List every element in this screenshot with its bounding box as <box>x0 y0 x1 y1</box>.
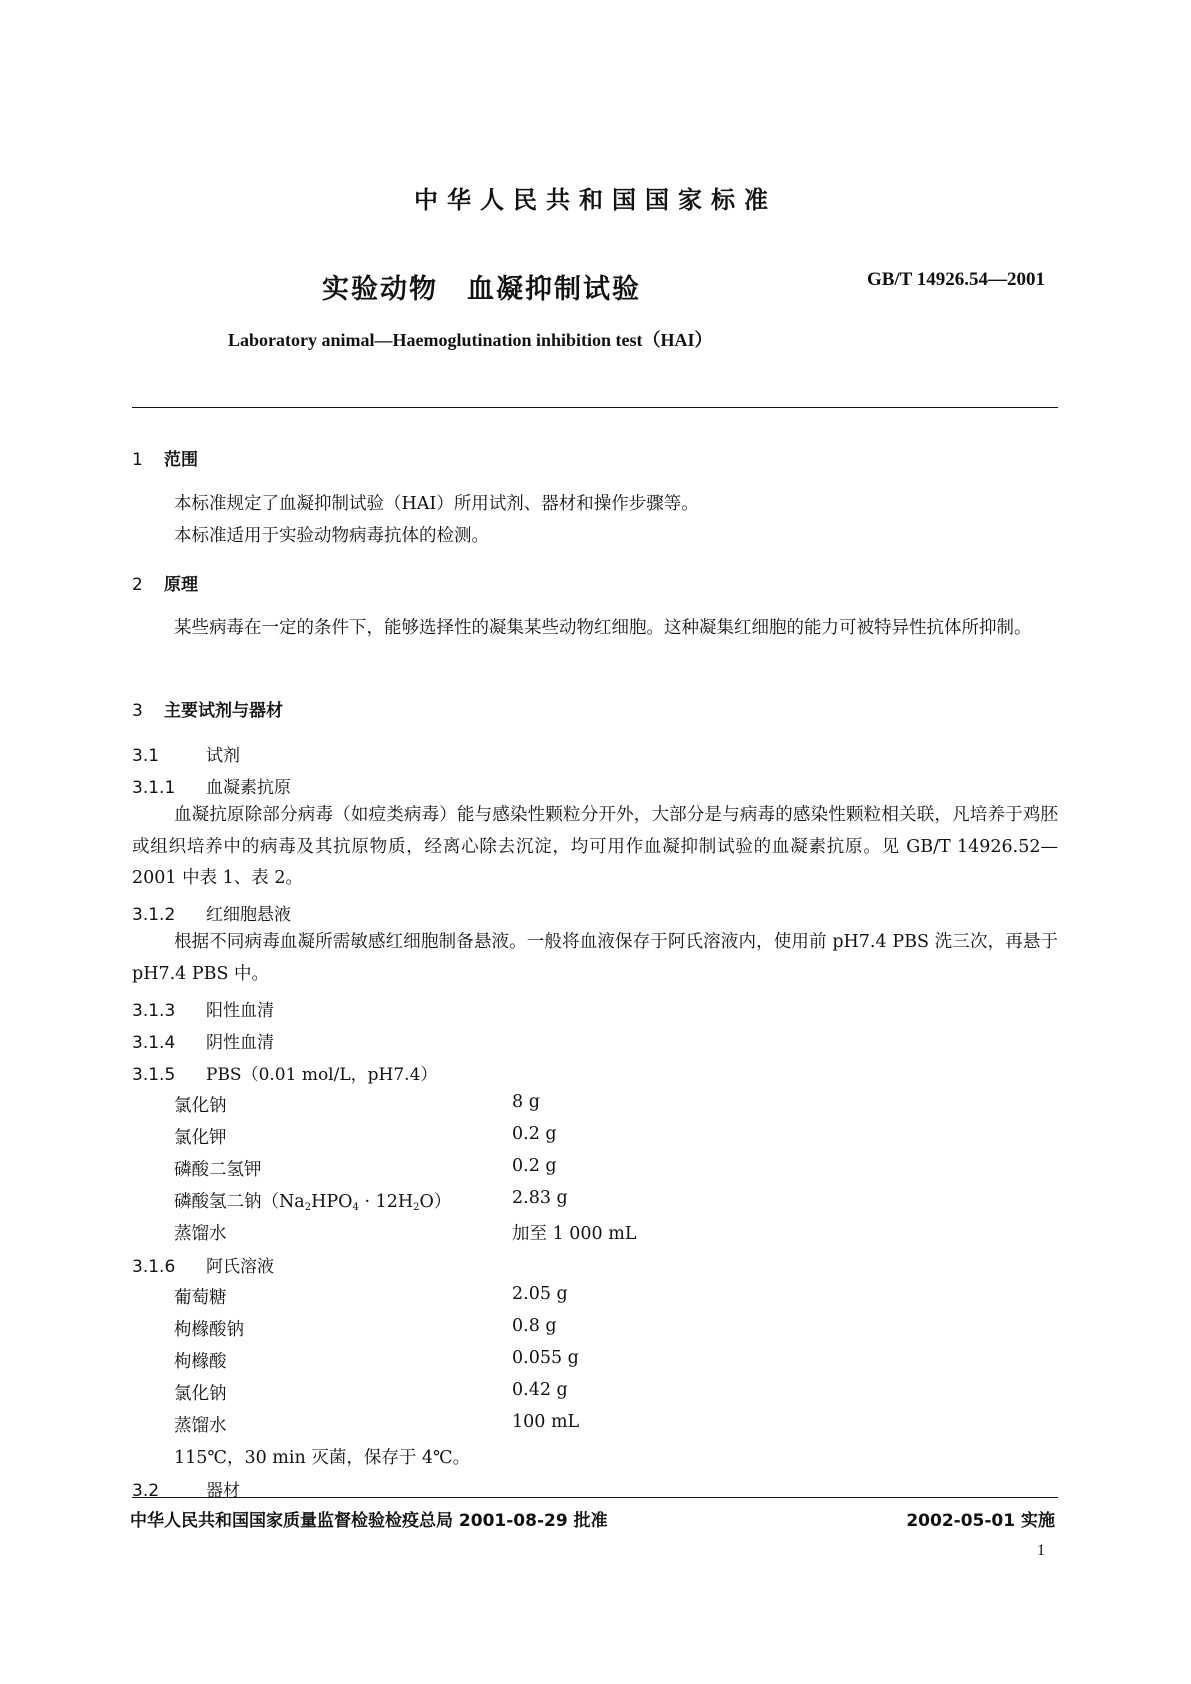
section-number: 3.2 <box>132 1481 160 1501</box>
recipe-item-name: 葡萄糖 <box>174 1288 227 1308</box>
recipe-item-amount: 8 g <box>512 1092 540 1112</box>
recipe-item-amount: 0.42 g <box>512 1380 568 1400</box>
section-3-1-5-heading <box>132 1060 437 1085</box>
formula-subscript: 2 <box>304 1202 312 1213</box>
recipe-item-amount: 2.05 g <box>512 1284 568 1304</box>
section-title: 试剂 <box>206 746 240 766</box>
section-number: 1 <box>132 450 143 470</box>
recipe-item-amount: 加至 1 000 mL <box>512 1224 637 1244</box>
section-title: 血凝素抗原 <box>206 778 291 798</box>
section-1-heading <box>132 445 198 470</box>
page-number: 1 <box>1037 1542 1045 1559</box>
footer-divider <box>132 1497 1058 1498</box>
formula-part: 磷酸氢二钠（Na <box>174 1192 305 1212</box>
section-title: 阴性血清 <box>206 1033 274 1053</box>
section-number: 3.1 <box>132 746 160 766</box>
recipe-item-name: 蒸馏水 <box>174 1416 227 1436</box>
section-2-heading <box>132 570 198 595</box>
section-number: 3.1.6 <box>132 1257 176 1277</box>
recipe-item-amount: 0.055 g <box>512 1348 579 1368</box>
document-title-cn: 实验动物 血凝抑制试验 <box>322 274 641 305</box>
section-title: 阳性血清 <box>206 1001 274 1021</box>
implementation-date: 2002-05-01 实施 <box>906 1511 1055 1531</box>
recipe-item-amount: 0.2 g <box>512 1124 557 1144</box>
section-1-para-1: 本标准规定了血凝抑制试验（HAI）所用试剂、器材和操作步骤等。 <box>174 494 699 514</box>
section-number: 3.1.4 <box>132 1033 176 1053</box>
section-3-1-6-heading <box>132 1252 274 1277</box>
recipe-item-name: 枸橼酸钠 <box>174 1320 244 1340</box>
recipe-item-amount: 0.2 g <box>512 1156 557 1176</box>
formula-part: O） <box>419 1192 452 1212</box>
standard-number <box>867 268 1045 291</box>
section-3-1-2-heading <box>132 900 291 925</box>
recipe-item-name: 磷酸二氢钾 <box>174 1160 262 1180</box>
section-number: 3 <box>132 701 143 721</box>
section-1-para-2: 本标准适用于实验动物病毒抗体的检测。 <box>174 526 489 546</box>
section-3-1-1-para: 血凝抗原除部分病毒（如痘类病毒）能与感染性颗粒分开外，大部分是与病毒的感染性颗粒相关联，凡培养于鸡胚或组织培养中的病毒及其抗原物质，经离心除去沉淀，均可用作血凝抑制试验的血凝素抗原。见 GB/T 14926.52—2001 中表 1、表 2。 <box>132 805 1058 888</box>
section-3-heading <box>132 696 283 721</box>
recipe-item-name: 氯化钾 <box>174 1128 227 1148</box>
header-divider <box>132 407 1058 408</box>
sterilization-note: 115℃，30 min 灭菌，保存于 4℃。 <box>174 1448 471 1468</box>
section-3-1-3-heading <box>132 996 274 1021</box>
approval-line: 中华人民共和国国家质量监督检验检疫总局 2001-08-29 批准 <box>130 1511 608 1531</box>
section-3-1-2-para: 根据不同病毒血凝所需敏感红细胞制备悬液。一般将血液保存于阿氏溶液内，使用前 pH7.4 PBS 洗三次，再悬于 pH7.4 PBS 中。 <box>132 932 1058 984</box>
formula-subscript: 4 <box>352 1202 359 1213</box>
formula-part: HPO <box>311 1192 353 1212</box>
section-title: 范围 <box>164 450 198 470</box>
section-title: 阿氏溶液 <box>206 1257 274 1277</box>
recipe-item-name-formula <box>174 1188 451 1213</box>
section-number: 3.1.1 <box>132 778 176 798</box>
standard-number-text: GB/T 14926.54—2001 <box>866 269 1045 290</box>
recipe-item-amount: 0.8 g <box>512 1316 557 1336</box>
section-3-1-1-heading <box>132 773 291 798</box>
recipe-item-amount: 100 mL <box>512 1412 580 1432</box>
section-3-1-heading <box>132 741 240 766</box>
recipe-item-name: 枸橼酸 <box>174 1352 227 1372</box>
recipe-item-name: 氯化钠 <box>174 1096 227 1116</box>
section-title: 红细胞悬液 <box>206 905 291 925</box>
section-2-para: 某些病毒在一定的条件下，能够选择性的凝集某些动物红细胞。这种凝集红细胞的能力可被特异性抗体所抑制。 <box>174 618 1032 638</box>
section-number: 3.1.5 <box>132 1065 176 1085</box>
section-title: 原理 <box>164 575 198 595</box>
section-title: 器材 <box>206 1481 240 1501</box>
national-standard-heading: 中华人民共和国国家标准 <box>414 186 777 214</box>
recipe-item-name: 蒸馏水 <box>174 1224 227 1244</box>
section-3-1-4-heading <box>132 1028 274 1053</box>
section-title: 主要试剂与器材 <box>164 701 283 721</box>
formula-subscript: 2 <box>413 1202 420 1213</box>
section-title: PBS（0.01 mol/L，pH7.4） <box>206 1065 438 1085</box>
recipe-item-name: 氯化钠 <box>174 1384 227 1404</box>
section-number: 2 <box>132 575 143 595</box>
section-number: 3.1.3 <box>132 1001 176 1021</box>
formula-part: · 12H <box>358 1192 414 1212</box>
document-title-en: Laboratory animal—Haemoglutination inhibition test（HAI） <box>228 330 713 350</box>
recipe-item-amount: 2.83 g <box>512 1188 568 1208</box>
section-number: 3.1.2 <box>132 905 176 925</box>
